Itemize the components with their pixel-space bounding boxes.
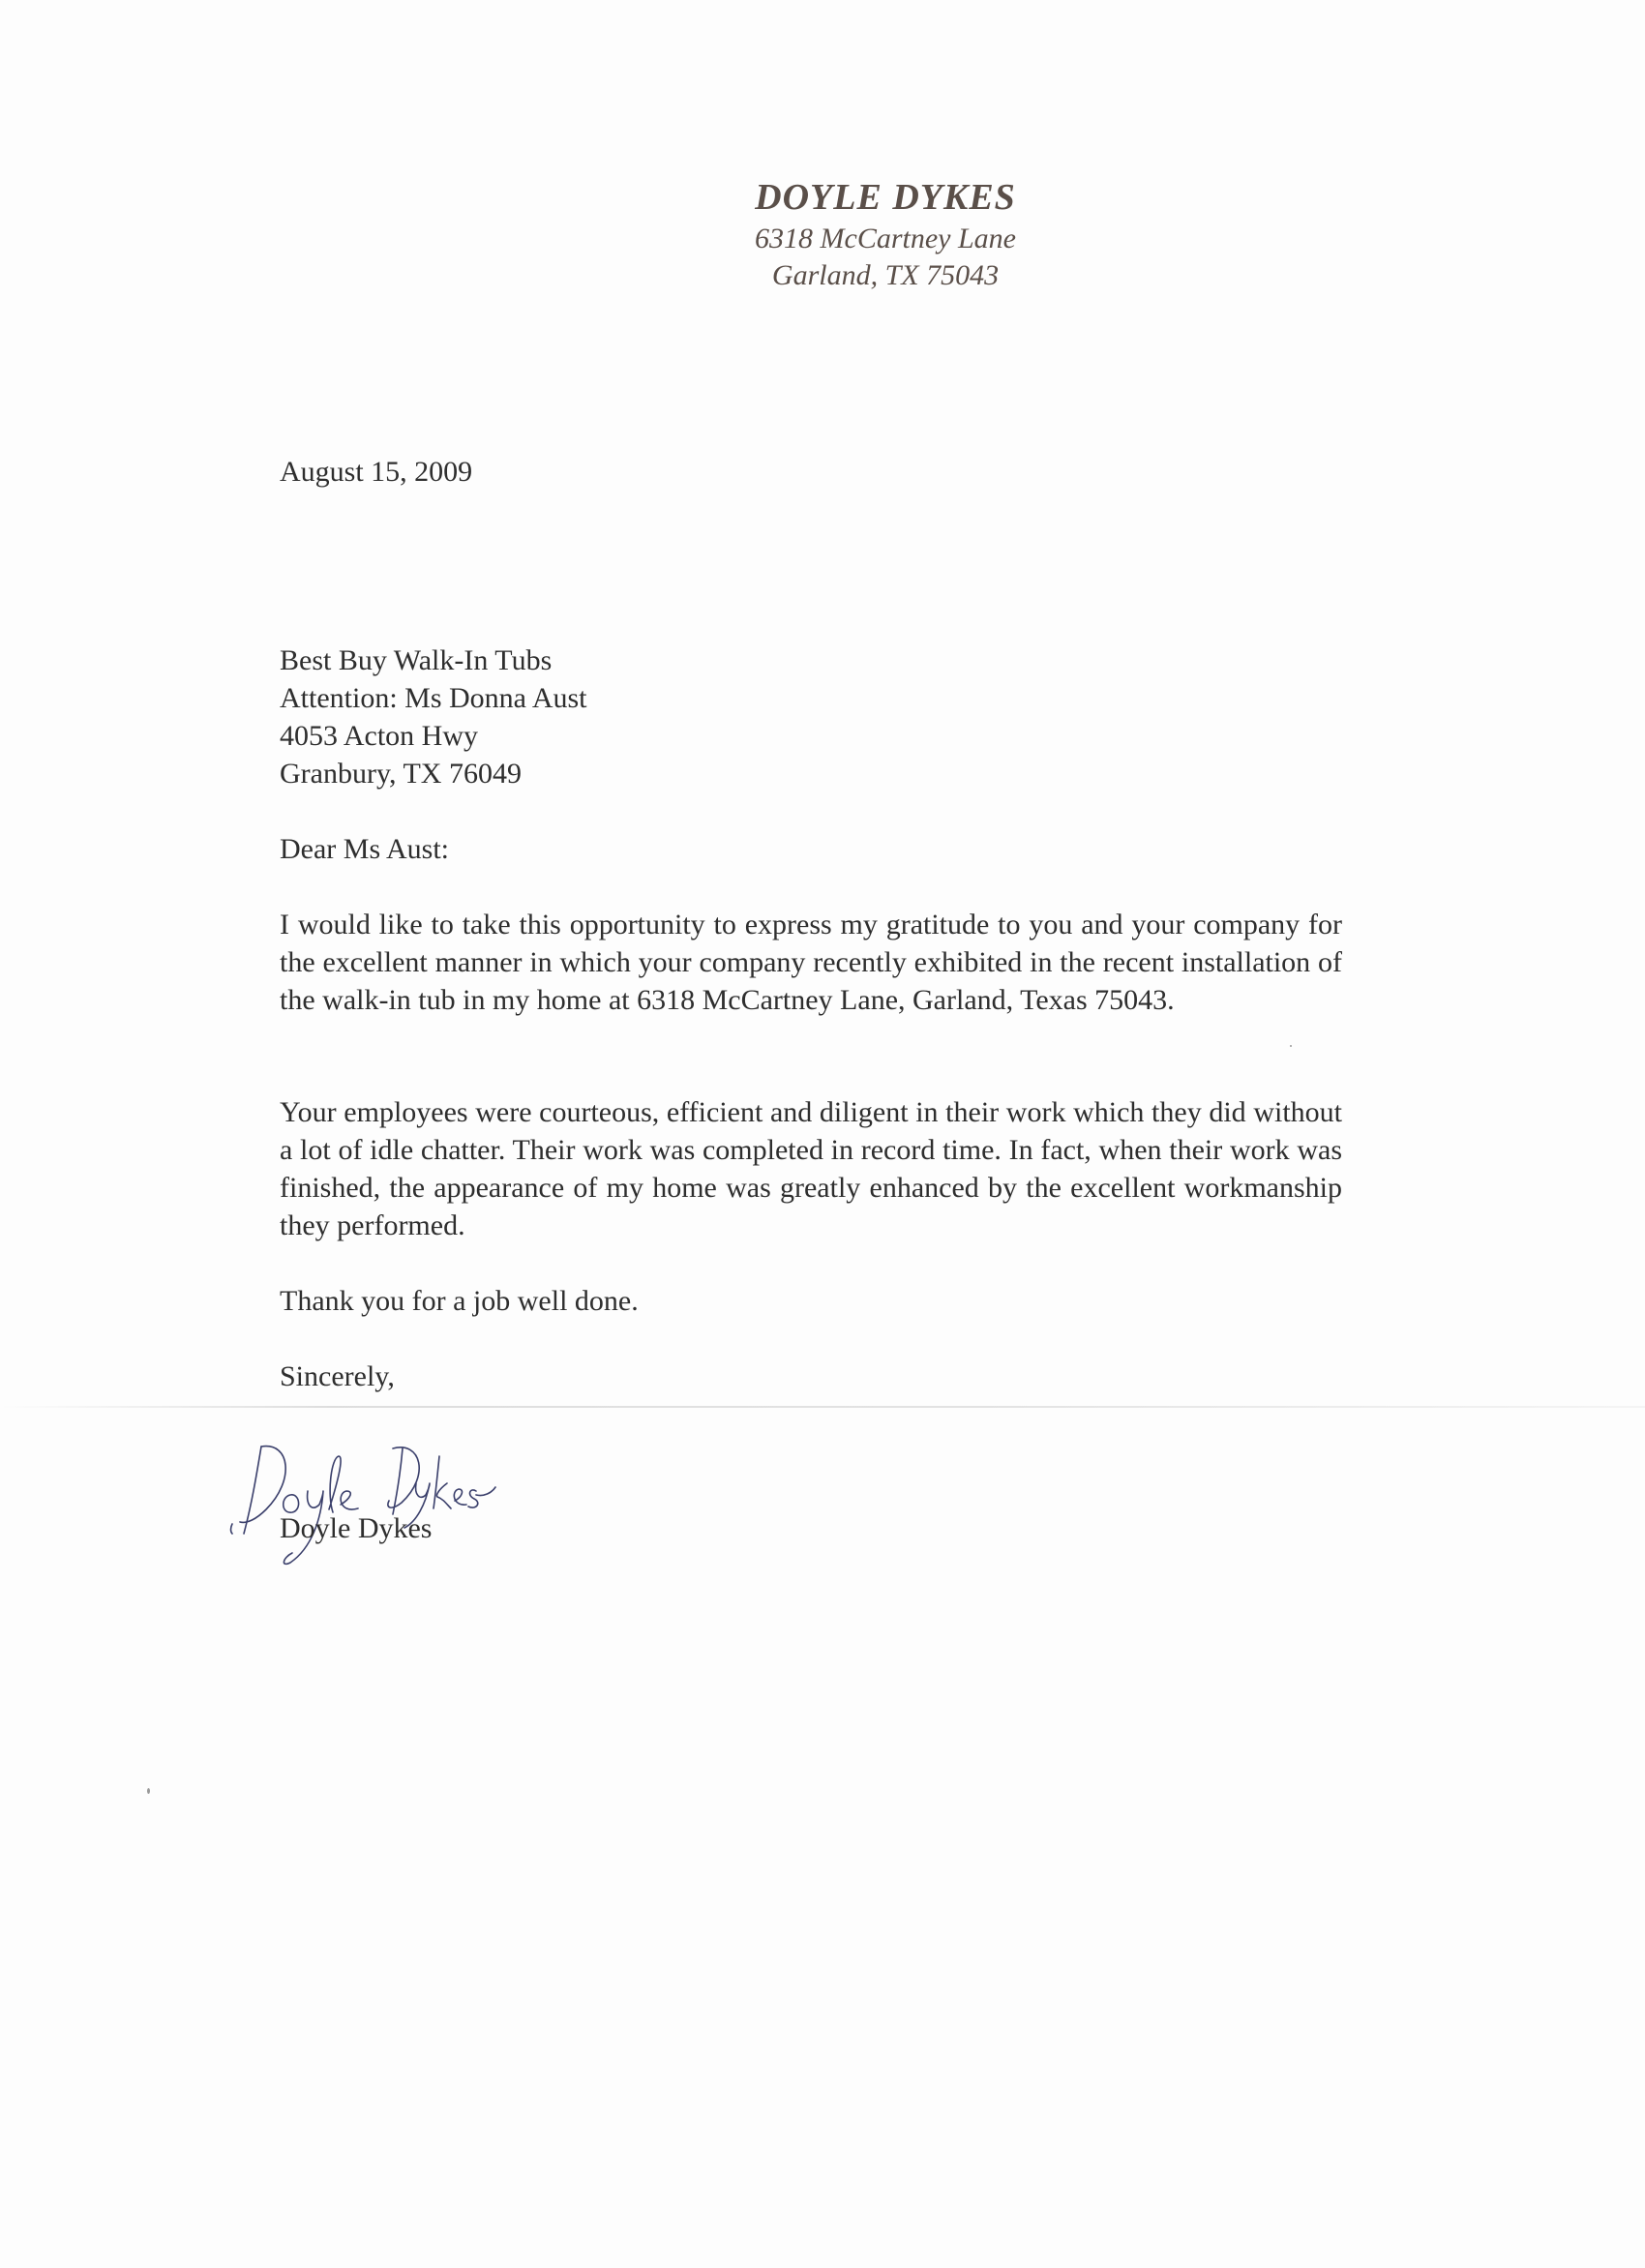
recipient-company: Best Buy Walk-In Tubs [280,644,553,676]
scan-speck [147,1788,150,1794]
letterhead [0,174,1645,294]
body-paragraph-3: Thank you for a job well done. [280,1285,639,1317]
letterhead-name: DOYLE DYKES [755,177,1016,218]
body-paragraph-1: I would like to take this opportunity to express my gratitude to you and your company for the excellent manner in which your company recently exhibited in the recent installation of the walk-in tub in my home at 6318 McCartney Lane, Garland, Texas 75043. [280,909,1342,1016]
handwritten-signature [223,1427,610,1572]
recipient-address [280,642,1344,792]
body-paragraph-2: Your employees were courteous, efficient and diligent in their work which they did without a lot of idle chatter. Their work was completed in record time. In fact, when their work was finished, the appearance of my home was greatly enhanced by the excellent workmanship they performed. [280,1096,1342,1241]
recipient-attention: Attention: Ms Donna Aust [280,682,587,714]
letterhead-city: Garland, TX 75043 [771,259,1000,291]
recipient-street: 4053 Acton Hwy [280,720,478,752]
letterhead-street: 6318 McCartney Lane [755,223,1016,254]
salutation: Dear Ms Aust: [280,833,449,865]
typed-signature-name: Doyle Dykes [280,1512,433,1544]
recipient-city: Granbury, TX 76049 [280,758,522,790]
scan-speck [1290,1045,1292,1047]
scan-artifact-line [0,1406,1645,1408]
closing: Sincerely, [280,1360,395,1392]
letter-date: August 15, 2009 [280,456,473,488]
